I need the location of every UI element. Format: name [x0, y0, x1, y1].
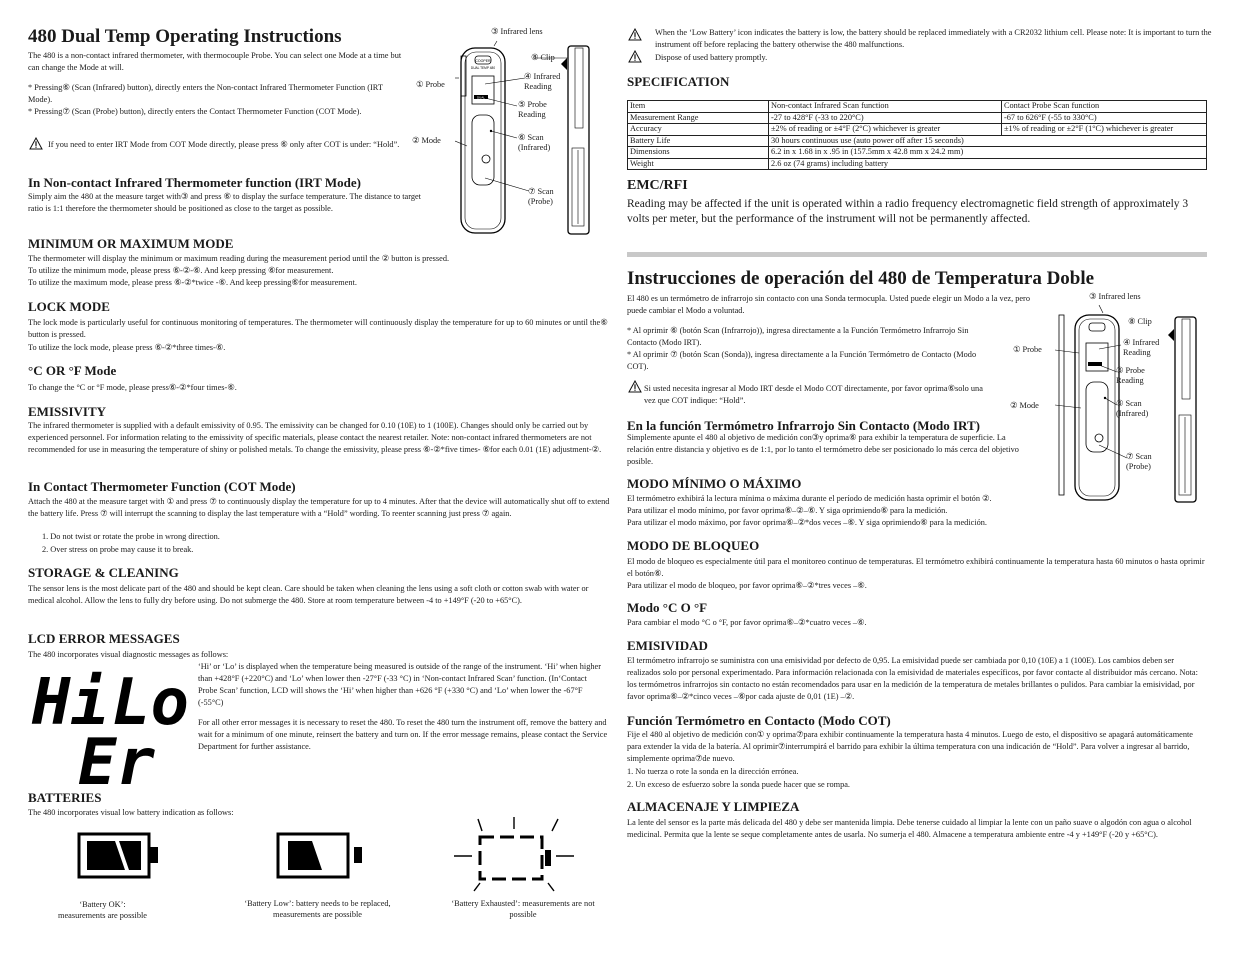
lcd-heading: LCD ERROR MESSAGES — [28, 631, 180, 646]
brand-label: COOPER — [475, 59, 491, 63]
table-row — [628, 135, 1207, 147]
spanish-title: Instrucciones de operación del 480 de Temperatura Doble — [627, 268, 1095, 289]
table-cell: Item — [628, 101, 769, 113]
table-cell: Contact Probe Scan function — [1002, 101, 1207, 113]
es-cot-text: Fije el 480 al objetivo de medición con① y oprima⑦para exhibir continuamente la temperatura hasta 4 minutos. Luego de esto, el dispositivo se apagará automáticamente para extender la vida de la batería. Al oprimir⑦interrumpirá el barrido para exhibir la última temperatura con una indicación de “Hold”. Para volver a ingresar al barrido, simplemente oprima⑦de nuevo. — [627, 730, 1193, 763]
dispose-warning: Dispose of used battery promptly. — [655, 53, 768, 62]
es-diagram-label-infrared-reading: ④ Infrared Reading — [1123, 338, 1160, 357]
table-row — [628, 147, 1207, 159]
low-battery-warning: When the ‘Low Battery’ icon indicates the battery is low, the battery should be replaced immediately with a CR2032 lithium cell. Please note: It is important to turn the instrument off before replacing the battery otherwise the 480 malfunctions. — [655, 28, 1212, 49]
lock-text-2: To utilize the lock mode, please press ⑥-②*three times-⑥. — [28, 343, 226, 352]
es-lock-text-1: El modo de bloqueo es especialmente útil para el monitoreo continuo de temperaturas. El termómetro exhibirá continuamente la temperatura hasta 60 minutos o hasta oprimir el botón⑥. — [627, 557, 1205, 578]
es-diagram-label-probe-reading: ⑤ Probe Reading — [1116, 366, 1145, 385]
mode-note: If you need to enter IRT Mode from COT Mode directly, please press ⑥ only after COT is under: “Hold”. — [48, 140, 400, 149]
es-diagram-label-clip: ⑧ Clip — [1128, 317, 1152, 326]
table-cell: -27 to 428°F (-33 to 220°C) — [769, 112, 1002, 124]
es-diagram-label-scan-infrared: ⑥ Scan (Infrared) — [1116, 399, 1149, 418]
es-cot-list-2: 2. Un exceso de esfuerzo sobre la sonda puede hacer que se rompa. — [627, 780, 851, 789]
table-row — [628, 158, 1207, 170]
es-diagram-label-infrared-lens: ③ Infrared lens — [1089, 292, 1141, 301]
emissivity-heading: EMISSIVITY — [28, 404, 107, 419]
battery-exhausted-caption: ‘Battery Exhausted’: measurements are not possible — [451, 899, 595, 919]
table-cell: Dimensions — [628, 147, 769, 159]
diagram-label-clip: ⑧ Clip — [531, 53, 555, 62]
emc-text: Reading may be affected if the unit is operated within a radio frequency electromagnetic field strength of approximately 3 volts per meter, but the performance of the instrument will not be permanently affected. — [627, 198, 1189, 225]
es-diagram-label-probe: ① Probe — [1013, 345, 1042, 354]
table-row — [628, 112, 1207, 124]
battery-ok-icon — [77, 832, 162, 880]
es-irt-bullet: * Al oprimir ⑥ (botón Scan (Infrarrojo)), ingresa directamente a la Función Termómetro Infrarrojo Sin Contacto (Modo IRT). — [627, 326, 969, 347]
irt-bullet: * Pressing⑥ (Scan (Infrared) button), directly enters the Non-contact Infrared Thermometer Function (IRT Mode). — [28, 83, 383, 104]
minmax-text-1: The thermometer will display the minimum or maximum reading during the measurement period until the ② button is pressed. — [28, 254, 450, 263]
es-lock-text-2: Para utilizar el modo de bloqueo, por favor oprima⑥–②*tres veces –⑥. — [627, 581, 867, 590]
es-diagram-label-mode: ② Mode — [1010, 401, 1039, 410]
es-minmax-text-2: Para utilizar el modo mínimo, por favor oprima⑥–②–⑥. Y siga oprimiendo⑥ para la medición. — [627, 506, 948, 515]
diagram-label-infrared-reading: ④ Infrared Reading — [524, 72, 561, 91]
table-cell: Accuracy — [628, 124, 769, 136]
table-cell: Measurement Range — [628, 112, 769, 124]
irt-text: Simply aim the 480 at the measure target with③ and press ⑥ to display the surface temperature. The distance to target ratio is 1:1 therefore the thermometer should be positioned as close to the target as possible. — [28, 192, 421, 213]
es-mode-note: Si usted necesita ingresar al Modo IRT desde el Modo COT directamente, por favor oprima⑥solo una vez que COT indique: “Hold”. — [644, 384, 983, 405]
es-minmax-text-1: El termómetro exhibirá la lectura mínima o máxima durante el período de medición hasta oprimir el botón ②. — [627, 494, 992, 503]
es-cf-text: Para cambiar el modo °C o °F, por favor oprima⑥–②*cuatro veces –⑥. — [627, 618, 867, 627]
minmax-heading: MINIMUM OR MAXIMUM MODE — [28, 236, 234, 251]
es-intro-text: El 480 es un termómetro de infrarrojo sin contacto con una Sonda termocupla. Usted puede elegir un Modo a la vez, pero puede cambiar el Modo a voluntad. — [627, 294, 1030, 315]
es-cot-list-1: 1. No tuerza o rote la sonda en la dirección errónea. — [627, 767, 799, 776]
battery-ok-caption: ‘Battery OK’: measurements are possible — [58, 900, 147, 920]
table-cell: 6.2 in x 1.68 in x .95 in (157.5mm x 42.8 mm x 24.2 mm) — [769, 147, 1207, 159]
storage-text: The sensor lens is the most delicate part of the 480 and should be kept clean. Care should be taken when cleaning the lens using a soft cloth or cotton swab with water or medical alcohol. Allow the lens to fully dry before using. Do not submerge the 480. Store at room temperature between -4 to +149°F (-20 to +65°C). — [28, 584, 589, 605]
minmax-text-3: To utilize the maximum mode, please press ⑥-②*twice -⑥. And keep pressing⑥for measurement. — [28, 278, 357, 287]
es-minmax-heading: MODO MÍNIMO O MÁXIMO — [627, 476, 802, 491]
lcd-hi-glyph: Hi — [32, 666, 110, 740]
es-lock-heading: MODO DE BLOQUEO — [627, 538, 760, 553]
section-divider — [627, 252, 1207, 257]
minmax-text-2: To utilize the minimum mode, please press ⑥-②-⑥. And keep pressing ⑥for measurement. — [28, 266, 334, 275]
cot-bullet: * Pressing⑦ (Scan (Probe) button), directly enters the Contact Thermometer Function (COT Mode). — [28, 107, 362, 116]
table-cell: 2.6 oz (74 grams) including battery — [769, 158, 1207, 170]
warning-icon — [29, 137, 43, 150]
intro-text: The 480 is a non-contact infrared thermometer, with thermocouple Probe. You can select one Mode at a time but can change the Mode at will. — [28, 51, 402, 72]
table-cell: Battery Life — [628, 135, 769, 147]
diagram-label-scan-probe: ⑦ Scan (Probe) — [528, 187, 554, 206]
es-irt-heading: En la función Termómetro Infrarrojo Sin Contacto (Modo IRT) — [627, 418, 980, 433]
diagram-label-probe-reading: ⑤ Probe Reading — [518, 100, 547, 119]
es-cot-bullet: * Al oprimir ⑦ (botón Scan (Sonda)), ingresa directamente a la Función Termómetro de Contacto (Modo COT). — [627, 350, 977, 371]
warning-icon — [628, 28, 642, 41]
diagram-label-scan-infrared: ⑥ Scan (Infrared) — [518, 133, 551, 152]
es-cf-heading: Modo °C O °F — [627, 600, 708, 615]
battery-low-caption: ‘Battery Low’: battery needs to be replaced, measurements are possible — [244, 899, 391, 919]
warning-icon — [628, 380, 642, 393]
lock-text-1: The lock mode is particularly useful for continuous monitoring of temperatures. The thermometer will continuously display the temperature for up to 60 minutes or until the⑥ button is pressed. — [28, 318, 608, 339]
batteries-heading: BATTERIES — [28, 790, 102, 805]
es-storage-heading: ALMACENAJE Y LIMPIEZA — [627, 799, 800, 814]
specification-table — [627, 100, 1207, 170]
cot-text: Attach the 480 at the measure target with ① and press ⑦ to continuously display the temperature for up to 4 minutes. After that the device will automatically shut off to extend the battery life. Press ⑦ will interrupt the scanning to display the last temperature with a “Hold” wording. To reenter scanning just press ⑦ again. — [28, 497, 610, 518]
cot-heading: In Contact Thermometer Function (COT Mode) — [28, 479, 296, 494]
table-cell: -67 to 626°F (-55 to 330°C) — [1002, 112, 1207, 124]
es-diagram-label-scan-probe: ⑦ Scan (Probe) — [1126, 452, 1152, 471]
emc-heading: EMC/RFI — [627, 178, 688, 193]
dual-label: DUAL — [476, 95, 486, 100]
lcd-reset-text: For all other error messages it is necessary to reset the 480. To reset the 480 turn the instrument off, remove the battery and wait for a minimum of one minute, reinsert the battery and turn on. If the error message remains, please contact the Service Department for further assistance. — [198, 718, 608, 751]
warning-icon — [628, 50, 642, 63]
irt-heading: In Non-contact Infrared Thermometer function (IRT Mode) — [28, 175, 361, 190]
battery-low-icon — [276, 832, 364, 880]
table-row — [628, 124, 1207, 136]
diagram-label-mode: ② Mode — [412, 136, 441, 145]
storage-heading: STORAGE & CLEANING — [28, 565, 179, 580]
es-minmax-text-3: Para utilizar el modo máximo, por favor oprima⑥–②*dos veces –⑥. Y siga oprimiendo⑥ para la medición. — [627, 518, 987, 527]
table-cell: ±2% of reading or ±4°F (2°C) whichever is greater — [769, 124, 1002, 136]
es-emissivity-heading: EMISIVIDAD — [627, 638, 708, 653]
lcd-lo-glyph: Lo — [112, 666, 190, 740]
specification-heading: SPECIFICATION — [627, 74, 730, 89]
batteries-intro: The 480 incorporates visual low battery indication as follows: — [28, 808, 234, 817]
table-cell: Weight — [628, 158, 769, 170]
es-storage-text: La lente del sensor es la parte más delicada del 480 y debe ser mantenida limpia. Debe tenerse cuidado al limpiar la lente con un paño suave o algodón con agua o alcohol medicinal. Permita que la lente se seque completamente antes de usarla. No sumerja el 480. Almacene a temperatura ambiente entre -4 y +149°F (-20 y +65°C). — [627, 818, 1192, 839]
cf-text: To change the °C or °F mode, please press⑥-②*four times-⑥. — [28, 383, 237, 392]
diagram-label-infrared-lens: ③ Infrared lens — [491, 27, 543, 36]
table-row — [628, 101, 1207, 113]
cf-heading: °C OR °F Mode — [28, 363, 117, 378]
table-cell: ±1% of reading or ±2°F (1°C) whichever is greater — [1002, 124, 1207, 136]
es-cot-heading: Función Termómetro en Contacto (Modo COT) — [627, 713, 891, 728]
cot-list-1: 1. Do not twist or rotate the probe in wrong direction. — [42, 532, 220, 541]
lcd-error-glyphs — [30, 660, 190, 790]
model-label: DUAL TEMP 480 — [470, 66, 496, 70]
diagram-label-probe: ① Probe — [416, 80, 445, 89]
lcd-intro: The 480 incorporates visual diagnostic messages as follows: — [28, 650, 229, 659]
page-title: 480 Dual Temp Operating Instructions — [28, 26, 342, 47]
cot-list-2: 2. Over stress on probe may cause it to break. — [42, 545, 194, 554]
emissivity-text: The infrared thermometer is supplied with a default emissivity of 0.95. The emissivity can be changed for 0.10 (10E) to 1 (100E). Changes should only be carried out by experienced personnel. For information relating to the emissivity of specific materials, please contact the nearest retailer. Note: non-contact infrared thermometers are not recommended for use in measuring the temperature of shiny or polished metals. To change the emissivity, please press ⑥-②*five times- ⑥for each 0.01 (1E) adjustment-②. — [28, 421, 602, 454]
es-irt-text: Simplemente apunte el 480 al objetivo de medición con③y oprima⑥ para exhibir la temperatura de superficie. La relación entre distancia y objetivo es de 1:1, por lo tanto el termómetro debe ser posicionado lo más cerca del objetivo posible. — [627, 433, 1019, 466]
lcd-range-text: ‘Hi’ or ‘Lo’ is displayed when the temperature being measured is outside of the range of the instrument. ‘Hi’ when higher than +428°F (+220°C) and ‘Lo’ when lower then -27°F (-33 °C) in ‘Non-contact Infrared Scan’ function. (In‘Contact Probe Scan’ function, LCD will shows the ‘Hi’ when higher than +626 °F (+330 °C) and ‘Lo’ when lower the -67°F (-55°C) — [198, 662, 601, 707]
lcd-er-glyph: Er — [78, 726, 156, 790]
battery-exhausted-icon — [452, 815, 577, 893]
lock-heading: LOCK MODE — [28, 299, 110, 314]
es-emissivity-text: El termómetro infrarrojo se suministra con una emisividad por defecto de 0,95. La emisividad puede ser cambiada por 0,10 (10E) a 1 (100E). Los cambios deben ser realizados solo por personal experimentado. Para información relacionada con la emisividad de materiales específicos, por favor contacte al distribuidor más cercano. Nota: los termómetros infrarrojos sin contacto no están recomendados para usar en la medición de la temperatura de metales brillantes o pulidos. Para cambiar la emisividad, por favor oprima⑥–②*cinco veces –⑥por cada ajuste de 0,01 (1E) –②. — [627, 656, 1198, 701]
table-cell: 30 hours continuous use (auto power off after 15 seconds) — [769, 135, 1207, 147]
table-cell: Non-contact Infrared Scan function — [769, 101, 1002, 113]
